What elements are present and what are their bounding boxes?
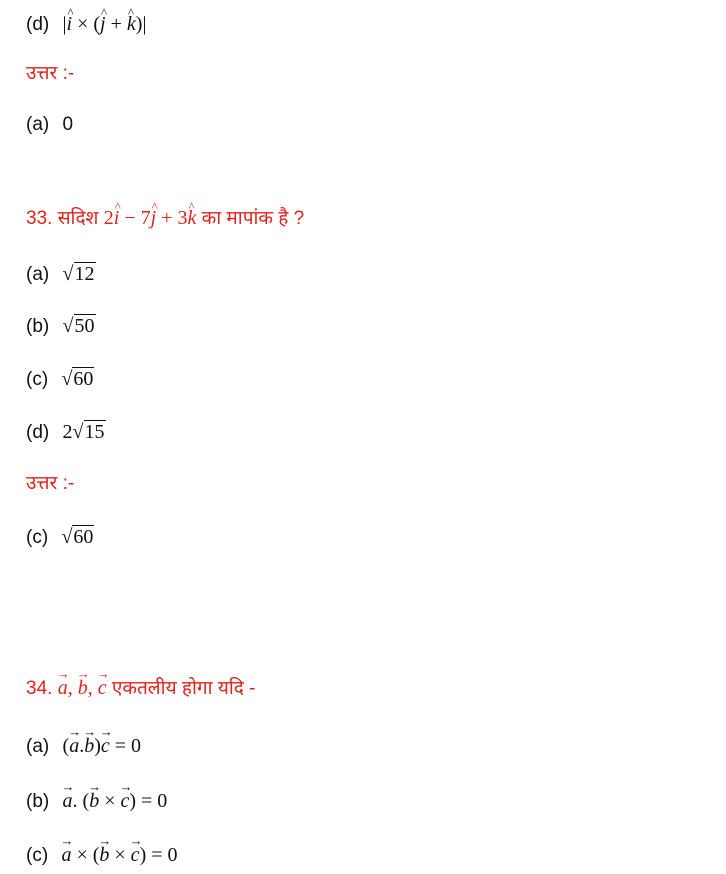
option-label: (a) <box>26 736 50 757</box>
option-value: √60 <box>61 368 94 390</box>
question-number: 33. <box>26 208 53 229</box>
q34-option-a <box>26 734 141 759</box>
option-label: (a) <box>26 264 50 285</box>
q33-option-d <box>26 420 106 445</box>
q33-option-a <box>26 262 96 287</box>
option-label: (b) <box>26 316 50 337</box>
answer-value: 0 <box>62 114 74 135</box>
option-label: (c) <box>26 369 49 390</box>
question-word: सदिश <box>57 208 99 229</box>
q34-option-c <box>26 843 178 868</box>
q33-option-b <box>26 314 96 339</box>
answer-label: उत्तर :- <box>26 63 75 84</box>
question-33 <box>26 206 304 231</box>
question-tail: एकतलीय होगा यदि - <box>111 678 256 699</box>
answer-2 <box>26 525 94 550</box>
question-number: 34. <box>26 678 53 699</box>
answer-1 <box>26 113 73 137</box>
option-value: √50 <box>62 315 95 337</box>
option-value: → a. (→ b × → c) = 0 <box>63 790 168 812</box>
q32-option-d <box>26 12 146 37</box>
answer-label: उत्तर :- <box>26 473 75 494</box>
option-value: √12 <box>62 263 95 285</box>
answer-option-label: (c) <box>26 527 49 548</box>
option-value: 2√15 <box>62 421 105 443</box>
option-label: (d) <box>26 422 50 443</box>
question-34 <box>26 676 255 701</box>
question-33-expr: 2^ i − 7^ j + 3^ k <box>104 207 197 229</box>
answer-option-label: (a) <box>26 114 50 135</box>
option-value: (→ a.→ b)→ c = 0 <box>63 735 142 757</box>
option-value: → a × (→ b × → c) = 0 <box>61 844 177 866</box>
option-label: (d) <box>26 14 50 35</box>
q34-option-b <box>26 789 167 814</box>
option-label: (b) <box>26 791 50 812</box>
q33-option-c <box>26 367 94 392</box>
q32-option-d-expr: |^ i × (^ j + ^ k)| <box>63 13 147 35</box>
question-34-expr: → a, → b, → c <box>58 677 107 699</box>
answer-value: √60 <box>61 526 94 548</box>
option-label: (c) <box>26 845 49 866</box>
question-tail: का मापांक है ? <box>201 208 305 229</box>
